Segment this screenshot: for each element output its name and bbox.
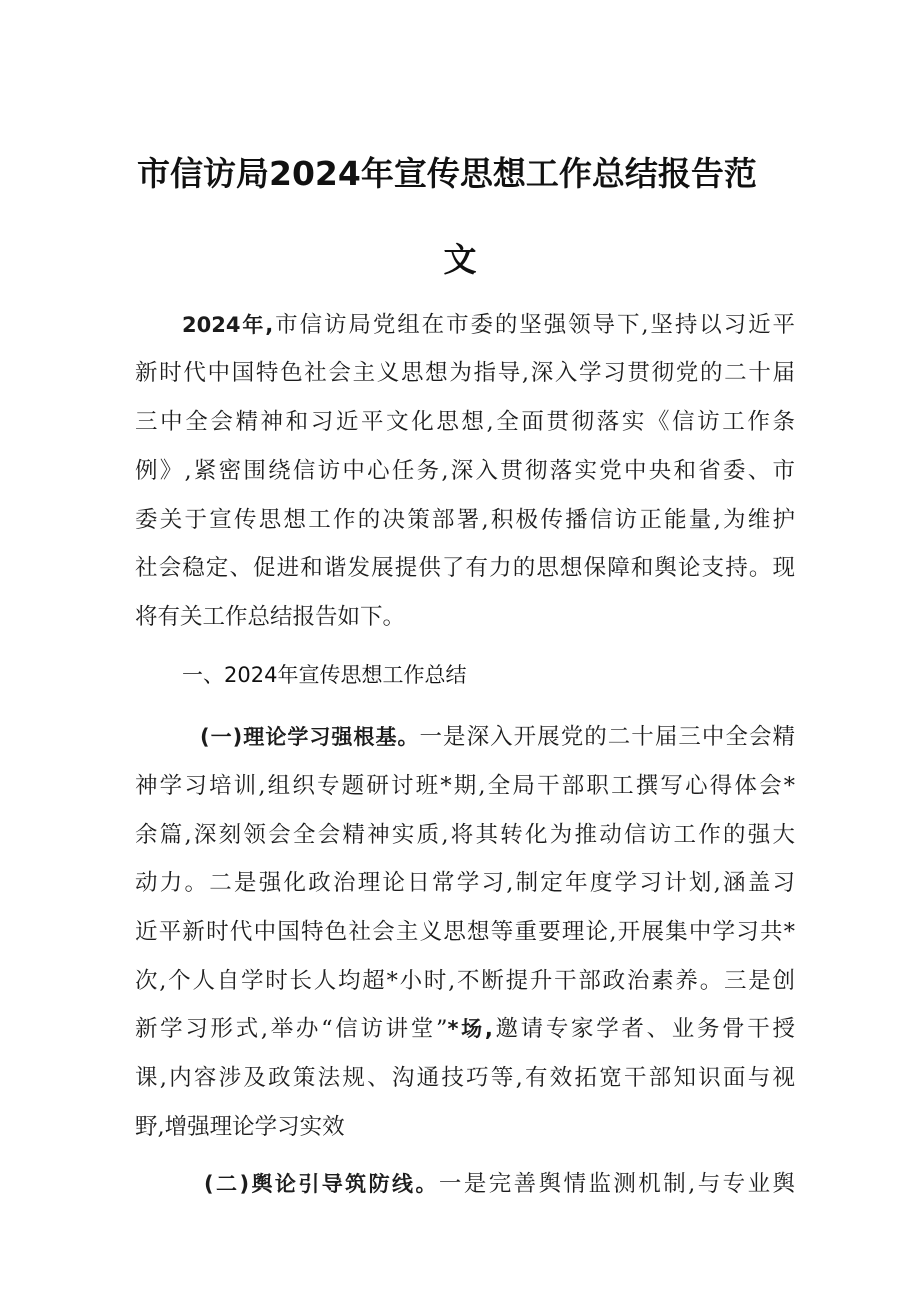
intro-line-7: 将有关工作总结报告如下。: [135, 604, 406, 630]
intro-lead: 2024年,: [182, 313, 274, 337]
sub1-heading: (一)理论学习强根基。: [200, 725, 420, 749]
sub2-line-1-text: 一是完善舆情监测机制,与专业舆: [438, 1171, 796, 1197]
sub1-line-6: 次,个人自学时长人均超*小时,不断提升干部政治素养。三是创: [135, 968, 795, 994]
sub1-line-7: [135, 1013, 795, 1045]
sub1-line-7c: 邀请专家学者、业务骨干授: [492, 1016, 795, 1042]
section-1-heading: 一、2024年宣传思想工作总结: [182, 663, 467, 687]
sub1-line-1: [200, 721, 795, 753]
sub1-line-8: 课,内容涉及政策法规、沟通技巧等,有效拓宽干部知识面与视: [135, 1065, 795, 1091]
intro-line-1-text: 市信访局党组在市委的坚强领导下,坚持以习近平: [273, 312, 795, 338]
sub2-line-1: [204, 1168, 795, 1200]
intro-line-5: 委关于宣传思想工作的决策部署,积极传播信访正能量,为维护: [135, 507, 795, 533]
sub1-line-5: 近平新时代中国特色社会主义思想等重要理论,开展集中学习共*: [135, 919, 795, 945]
sub1-line-7b: *场,: [447, 1017, 493, 1041]
sub1-line-4: 动力。二是强化政治理论日常学习,制定年度学习计划,涵盖习: [135, 870, 795, 896]
sub1-line-9: 野,增强理论学习实效: [135, 1114, 345, 1140]
intro-line-3: 三中全会精神和习近平文化思想,全面贯彻落实《信访工作条: [135, 409, 795, 435]
intro-line-2: 新时代中国特色社会主义思想为指导,深入学习贯彻党的二十届: [135, 360, 795, 386]
sub1-line-7a: 新学习形式,举办“信访讲堂”: [135, 1016, 448, 1042]
sub1-line-2: 神学习培训,组织专题研讨班*期,全局干部职工撰写心得体会*: [135, 773, 795, 799]
intro-line-4: 例》,紧密围绕信访中心任务,深入贯彻落实党中央和省委、市: [135, 458, 795, 484]
document-title-line2: 文: [443, 240, 477, 279]
sub1-line-1-text: 一是深入开展党的二十届三中全会精: [419, 724, 795, 750]
sub1-line-3: 余篇,深刻领会全会精神实质,将其转化为推动信访工作的强大: [135, 822, 795, 848]
intro-line-6: 社会稳定、促进和谐发展提供了有力的思想保障和舆论支持。现: [135, 555, 795, 581]
sub2-heading: (二)舆论引导筑防线。: [204, 1172, 439, 1196]
intro-line-1: [182, 309, 795, 341]
document-title-line1: 市信访局2024年宣传思想工作总结报告范: [137, 154, 757, 193]
